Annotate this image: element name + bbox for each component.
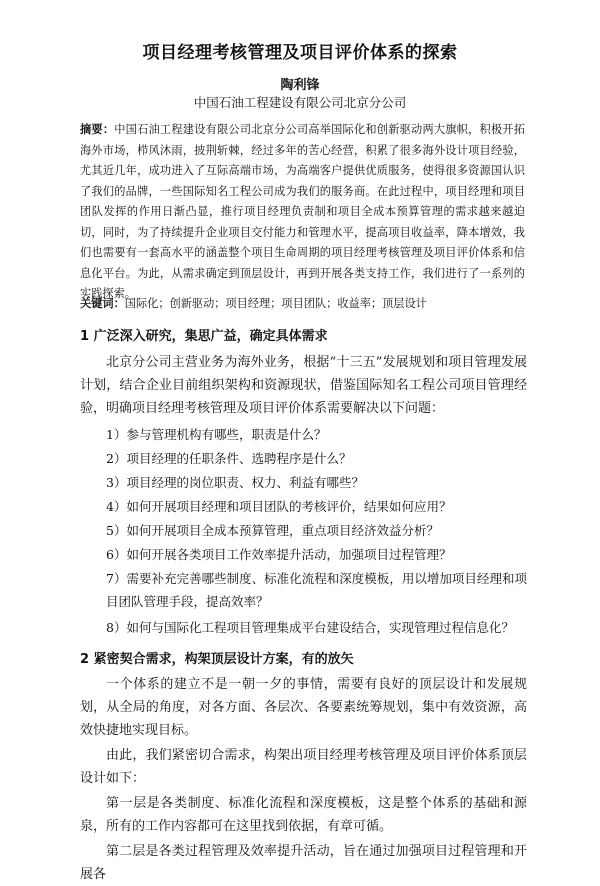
- question-item: 5）如何开展项目全成本预算管理，重点项目经济效益分析？: [106, 523, 439, 538]
- section-2-paragraph: 第一层是各类制度、标准化流程和深度模板，这是整个体系的基础和源泉，所有的工作内容都可在这里找到依据，有章可循。: [80, 796, 527, 834]
- question-item: 8）如何与国际化工程项目管理集成平台建设结合，实现管理过程信息化？: [106, 620, 514, 635]
- section-1-heading: 1 广泛深入研究，集思广益，确定具体需求: [80, 329, 328, 344]
- question-item: 4）如何开展项目经理和项目团队的考核评价，结果如何应用？: [106, 499, 452, 514]
- section-2-heading: 2 紧密契合需求，构架顶层设计方案，有的放矢: [80, 652, 354, 667]
- question-item: 3）项目经理的岗位职责、权力、利益有哪些？: [106, 475, 364, 490]
- question-item: 1）参与管理机构有哪些，职责是什么？: [106, 427, 327, 442]
- question-item: 6）如何开展各类项目工作效率提升活动，加强项目过程管理？: [106, 547, 452, 562]
- paper-title: 项目经理考核管理及项目评价体系的探索: [142, 43, 458, 63]
- section-2-paragraph: 由此，我们紧密切合需求，构架出项目经理考核管理及项目评价体系顶层设计如下：: [80, 748, 527, 786]
- abstract-text: 中国石油工程建设有限公司北京分公司高举国际化和创新驱动两大旗帜，积极开拓海外市场，栉风沐雨，披荆斩棘，经过多年的苦心经营，积累了很多海外设计项目经验，尤其近几年，成功进入了互际高端市场，为高端客户提供优质服务，使得很多资源国认识了我们的品牌，一些国际知名工程公司成为我们的服务商。在此过程中，项目经理和项目团队发挥的作用日渐凸显，推行项目经理负责制和项目全成本预算管理的需求越来越迫切，同时，为了持续提升企业项目交付能力和管理水平，提高项目收益率，降本增效，我们也需要有一套高水平的涵盖整个项目生命周期的项目经理考核管理及项目评价体系和信息化平台。为此，从需求确定到顶层设计，再到开展各类支持工作，我们进行了一系列的实践探索。: [80, 123, 525, 300]
- section-1-intro: 北京分公司主营业务为海外业务，根据“十三五”发展规划和项目管理发展计划，结合企业目前组织架构和资源现状，借鉴国际知名工程公司项目管理经验，明确项目经理考核管理及项目评价体系需要解决以下问题：: [80, 355, 527, 416]
- question-item: 7）需要补充完善哪些制度、标准化流程和深度模板，用以增加项目经理和项目团队管理手段，提高效率？: [106, 571, 527, 609]
- keywords-text: 国际化；创新驱动；项目经理；项目团队；收益率；顶层设计: [124, 297, 427, 310]
- abstract-label: 摘要：: [80, 123, 115, 136]
- section-2-paragraph: 第二层是各类过程管理及效率提升活动，旨在通过加强项目过程管理和开展各: [80, 844, 527, 882]
- section-2-paragraph: 一个体系的建立不是一朝一夕的事情，需要有良好的顶层设计和发展规划，从全局的角度，对各方面、各层次、各要素统筹规划，集中有效资源，高效快捷地实现目标。: [80, 677, 527, 738]
- author-name: 陶利锋: [280, 78, 320, 93]
- keywords: [80, 295, 525, 313]
- abstract: [80, 120, 525, 305]
- keywords-label: 关键词：: [80, 297, 125, 310]
- question-item: 2）项目经理的任职条件、选聘程序是什么？: [106, 451, 352, 466]
- author-affiliation: 中国石油工程建设有限公司北京分公司: [193, 95, 407, 110]
